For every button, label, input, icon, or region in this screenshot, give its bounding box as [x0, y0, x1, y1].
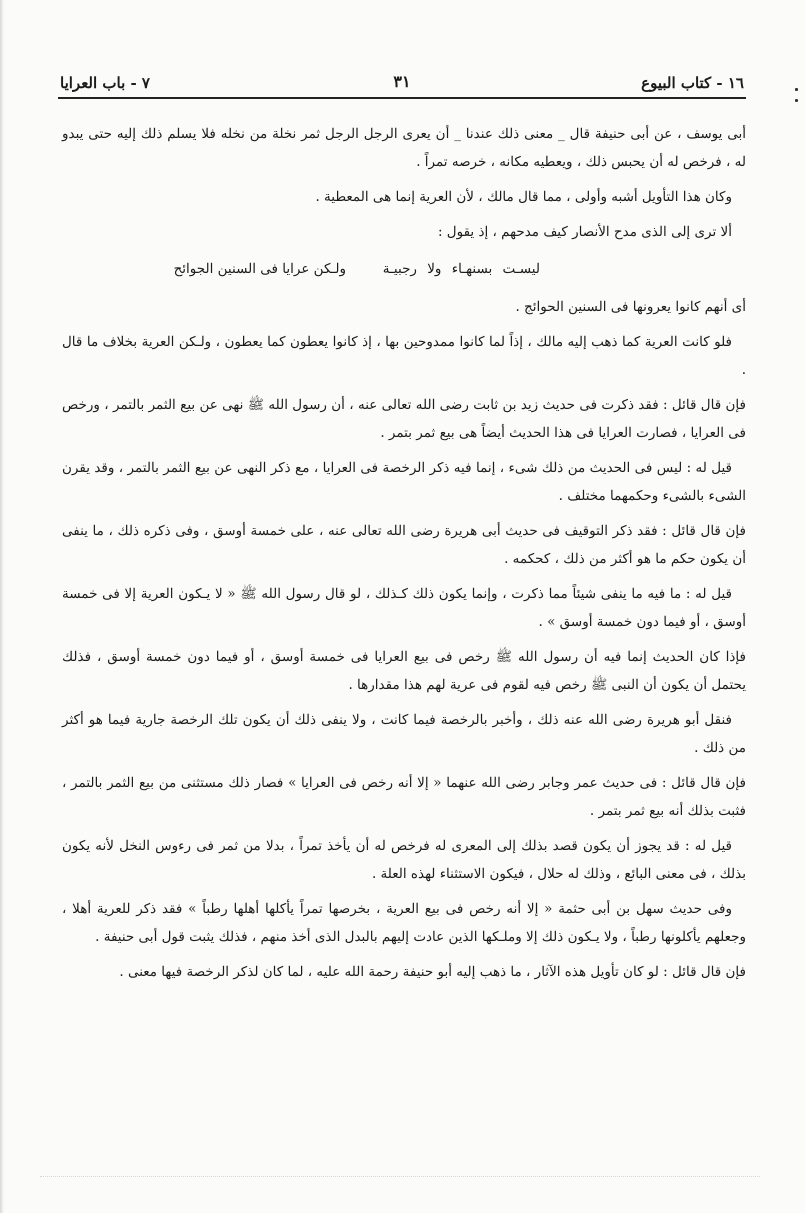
header-book-title: ١٦ - كتاب البيوع: [641, 74, 744, 92]
paragraph: أبى يوسف ، عن أبى حنيفة قال _ معنى ذلك عندنا _ أن يعرى الرجل الرجل ثمر نخلة من نخله فلا يسلم ذلك إليه حتى يبدو له ، فرخص له أن يحبس ذلك ، ويعطيه مكانه ، خرصه تمراً .: [62, 126, 746, 170]
paragraph: فإن قال قائل : فقد ذكرت فى حديث زيد بن ثابت رضى الله تعالى عنه ، أن رسول الله ﷺ نهى عن بيع الثمر بالتمر ، ورخص فى العرايا ، فصارت العرايا فى هذا الحديث أيضاً هى بيع ثمر بتمر .: [62, 397, 746, 441]
paragraph: فنقل أبو هريرة رضى الله عنه ذلك ، وأخبر بالرخصة فيما كانت ، ولا ينفى ذلك أن يكون تلك الرخصة جارية فيما هو أكثر من ذلك .: [62, 712, 746, 756]
verse-first-hemistich: ليسـت بسنهـاء ولا رجبيـة: [382, 261, 540, 277]
paragraph: قيل له : ليس فى الحديث من ذلك شىء ، إنما فيه ذكر الرخصة فى العرايا ، مع ذكر النهى عن بيع الثمر بالتمر ، وقد يقرن الشىء بالشىء وحكمهما مختلف .: [62, 460, 746, 504]
paragraph: أى أنهم كانوا يعرونها فى السنين الحوائج .: [515, 299, 746, 315]
header-chapter-title: ٧ - باب العرايا: [60, 74, 150, 92]
paragraph: فإن قال قائل : فى حديث عمر وجابر رضى الله عنهما « إلا أنه رخص فى العرايا » فصار ذلك مستثنى من بيع الثمر بالتمر ، فثبت بذلك أنه بيع ثمر بتمر .: [62, 775, 746, 819]
page-body: [62, 120, 746, 993]
scan-edge-shadow: [0, 0, 4, 1213]
scan-footer-noise: [40, 1176, 760, 1177]
page-number: ٣١: [393, 72, 411, 91]
scan-edge-marks: [795, 88, 799, 118]
running-header: [58, 70, 746, 94]
paragraph: وكان هذا التأويل أشبه وأولى ، مما قال مالك ، لأن العرية إنما هى المعطية .: [315, 189, 732, 205]
paragraph: ألا ترى إلى الذى مدح الأنصار كيف مدحهم ، إذ يقول :: [437, 224, 732, 240]
paragraph: قيل له : قد يجوز أن يكون قصد بذلك إلى المعرى له فرخص له أن يأخذ تمراً ، بدلا من ثمر فى رءوس النخل لأنه يكون بذلك ، فى معنى البائع ، وذلك له حلال ، فيكون الاستثناء لهذه العلة .: [62, 838, 746, 882]
paragraph: فإن قال قائل : لو كان تأويل هذه الآثار ، ما ذهب إليه أبو حنيفة رحمة الله عليه ، لما كان لذكر الرخصة فيها معنى .: [119, 964, 746, 980]
paragraph: وفى حديث سهل بن أبى حثمة « إلا أنه رخص فى بيع العرية ، بخرصها تمراً يأكلها أهلها رطباً » فقد ذكر للعرية أهلا ، وجعلهم يأكلونها رطباً ، ولا يـكون ذلك إلا وملـكها الذين عادت إليهم بالبدل الذى أخذ منهم ، فذلك يثبت قول أبى حنيفة .: [62, 901, 746, 945]
verse-second-hemistich: ولـكن عرايا فى السنين الجوائح: [173, 261, 346, 277]
paragraph: فإذا كان الحديث إنما فيه أن رسول الله ﷺ رخص فى بيع العرايا فى خمسة أوسق ، أو فيما دون خمسة أوسق ، فذلك يحتمل أن يكون أن النبى ﷺ رخص فيه لقوم فى عرية لهم هذا مقدارها .: [62, 649, 746, 693]
paragraph: قيل له : ما فيه ما ينفى شيئاً مما ذكرت ، وإنما يكون ذلك كـذلك ، لو قال رسول الله ﷺ « لا يـكون العرية إلا فى خمسة أوسق ، أو فيما دون خمسة أوسق » .: [62, 586, 746, 630]
poetry-verse: [62, 253, 746, 287]
header-rule: [58, 97, 746, 99]
paragraph: فإن قال قائل : فقد ذكر التوقيف فى حديث أبى هريرة رضى الله تعالى عنه ، على خمسة أوسق ، وفى ذكره ذلك ، ما ينفى أن يكون حكم ما هو أكثر من ذلك ، كحكمه .: [62, 523, 746, 567]
paragraph: فلو كانت العرية كما ذهب إليه مالك ، إذاً لما كانوا ممدوحين بها ، إذ كانوا يعطون كما يعطون ، ولـكن العرية بخلاف ما قال .: [62, 334, 746, 378]
